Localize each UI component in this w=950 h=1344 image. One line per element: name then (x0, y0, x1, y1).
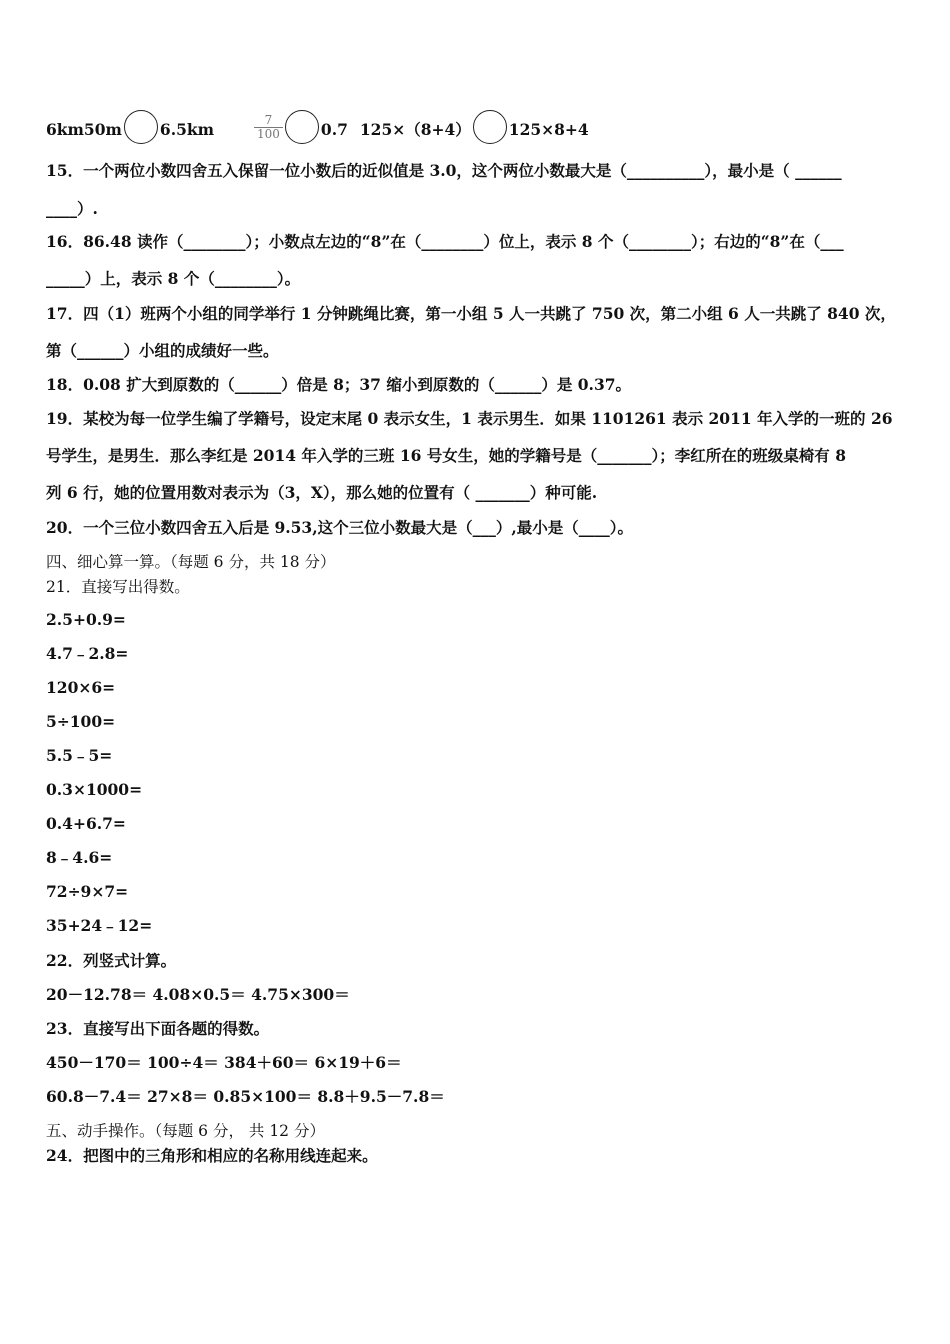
compare-circle-3[interactable] (473, 110, 507, 144)
compare-a-left: 6km50m (46, 120, 122, 139)
compare-circle-2[interactable] (285, 110, 319, 144)
calc-10: 35+24﹣12= (46, 916, 153, 935)
question-23-row-2: 60.8－7.4＝ 27×8＝ 0.85×100＝ 8.8＋9.5－7.8＝ (46, 1087, 445, 1106)
calc-8: 8﹣4.6= (46, 848, 113, 867)
compare-a-right: 6.5km (159, 120, 215, 139)
calc-2: 4.7﹣2.8= (46, 644, 129, 663)
question-23: 23．直接写出下面各题的得数。 (46, 1019, 270, 1038)
fraction-numerator: 7 (254, 114, 283, 128)
question-16-line-2: _____）上，表示 8 个（________）。 (46, 269, 301, 288)
question-19-line-1: 19．某校为每一位学生编了学籍号，设定末尾 0 表示女生，1 表示男生．如果 1101261 表示 2011 年入学的一班的 26 (46, 409, 893, 428)
question-17-line-1: 17．四（1）班两个小组的同学举行 1 分钟跳绳比赛，第一小组 5 人一共跳了 750 次，第二小组 6 人一共跳了 840 次， (46, 304, 896, 323)
calc-3: 120×6= (46, 678, 116, 697)
question-17-line-2: 第（______）小组的成绩好一些。 (46, 341, 279, 360)
fraction-denominator: 100 (257, 126, 280, 141)
section-4-heading: 四、细心算一算。（每题 6 分，共 18 分） (46, 553, 336, 571)
question-19-line-2: 号学生，是男生．那么李红是 2014 年入学的三班 16 号女生，她的学籍号是（_______）；李红所在的班级桌椅有 8 (46, 446, 846, 465)
calc-9: 72÷9×7= (46, 882, 129, 901)
question-24: 24．把图中的三角形和相应的名称用线连起来。 (46, 1146, 378, 1165)
question-18: 18．0.08 扩大到原数的（______）倍是 8；37 缩小到原数的（______）是 0.37。 (46, 375, 632, 394)
question-16-line-1: 16．86.48 读作（________）；小数点左边的“8”在（________）位上，表示 8 个（________）；右边的“8”在（___ (46, 232, 844, 251)
compare-c-left: 125×（8+4） (359, 120, 471, 139)
compare-circle-1[interactable] (124, 110, 158, 144)
section-5-heading: 五、动手操作。（每题 6 分， 共 12 分） (46, 1122, 325, 1140)
question-23-row-1: 450－170＝ 100÷4＝ 384＋60＝ 6×19＋6＝ (46, 1053, 402, 1072)
question-19-line-3: 列 6 行，她的位置用数对表示为（3，X），那么她的位置有（ _______）种可能. (46, 483, 598, 502)
question-20: 20．一个三位小数四舍五入后是 9.53,这个三位小数最大是（___）,最小是（____）。 (46, 518, 634, 537)
fraction (254, 114, 283, 141)
question-22-row: 20－12.78＝ 4.08×0.5＝ 4.75×300＝ (46, 985, 350, 1004)
question-22: 22．列竖式计算。 (46, 951, 177, 970)
calc-1: 2.5+0.9= (46, 610, 126, 629)
question-21: 21．直接写出得数。 (46, 578, 190, 596)
calc-6: 0.3×1000= (46, 780, 143, 799)
question-15-line-1: 15．一个两位小数四舍五入保留一位小数后的近似值是 3.0，这个两位小数最大是（__________），最小是（ ______ (46, 161, 842, 180)
compare-row (46, 114, 589, 148)
calc-5: 5.5﹣5= (46, 746, 113, 765)
question-15-line-2: ____）. (46, 199, 98, 218)
compare-c-right: 125×8+4 (508, 120, 589, 139)
calc-7: 0.4+6.7= (46, 814, 126, 833)
calc-4: 5÷100= (46, 712, 116, 731)
compare-b-right: 0.7 (320, 120, 348, 139)
